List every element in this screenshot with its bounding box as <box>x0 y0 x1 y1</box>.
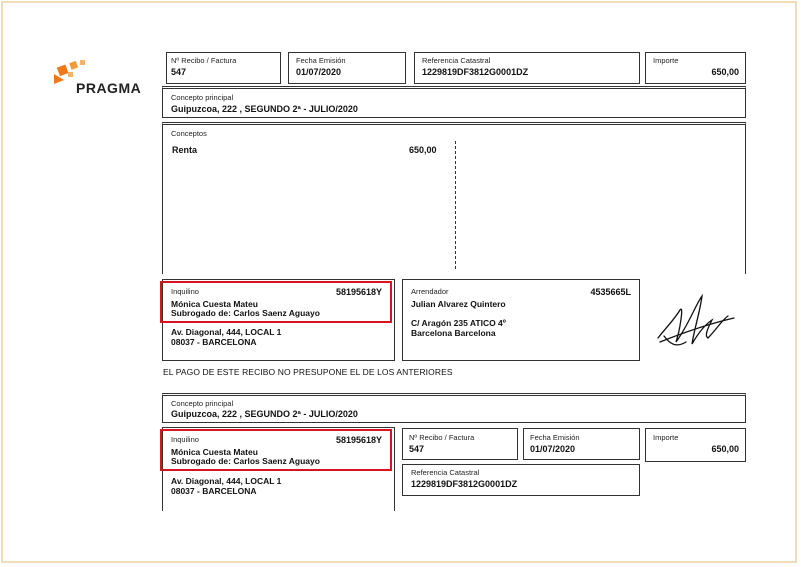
arrendador-nif: 4535665L <box>590 287 631 297</box>
concepto-principal-label-2: Concepto principal <box>171 399 234 408</box>
inquilino-highlight-2 <box>160 429 392 471</box>
inquilino-name-2: Mónica Cuesta Mateu <box>171 447 258 457</box>
inquilino-name: Mónica Cuesta Mateu <box>171 299 258 309</box>
pragma-logo <box>50 56 160 96</box>
inquilino-nif: 58195618Y <box>335 287 382 297</box>
inquilino-address2-2: 08037 - BARCELONA <box>171 486 257 496</box>
concepto-principal-box <box>162 86 746 118</box>
arrendador-address1: C/ Aragón 235 ATICO 4º <box>411 318 506 328</box>
fecha-label-2: Fecha Emisión <box>530 433 580 442</box>
inquilino-address1-2: Av. Diagonal, 444, LOCAL 1 <box>171 476 282 486</box>
concepto-principal-value: Guipuzcoa, 222 , SEGUNDO 2ª - JULIO/2020 <box>171 104 358 114</box>
arrendador-label: Arrendador <box>411 287 449 296</box>
referencia-box <box>414 52 640 84</box>
signature-icon <box>650 290 740 360</box>
inquilino-nif-2: 58195618Y <box>335 435 382 445</box>
fecha-box <box>288 52 406 84</box>
conceptos-label: Conceptos <box>171 129 207 138</box>
inquilino-subrogado-2: Subrogado de: Carlos Saenz Aguayo <box>171 456 320 466</box>
inquilino-address2: 08037 - BARCELONA <box>171 337 257 347</box>
arrendador-address2: Barcelona Barcelona <box>411 328 496 338</box>
inquilino-highlight <box>160 281 392 323</box>
fecha-value: 01/07/2020 <box>296 67 342 77</box>
payment-notice: EL PAGO DE ESTE RECIBO NO PRESUPONE EL DE LOS ANTERIORES <box>163 367 453 377</box>
conceptos-divider <box>455 141 456 269</box>
referencia-box-2 <box>402 464 640 496</box>
fecha-label: Fecha Emisión <box>296 56 346 65</box>
concepto-principal-box-2 <box>162 393 746 423</box>
importe-box <box>645 52 746 84</box>
importe-box-2 <box>645 428 746 462</box>
concepto-principal-label: Concepto principal <box>171 93 234 102</box>
concepto-item-name: Renta <box>172 145 198 155</box>
importe-label: Importe <box>653 56 679 65</box>
referencia-label-2: Referencia Catastral <box>411 468 480 477</box>
inquilino-subrogado: Subrogado de: Carlos Saenz Aguayo <box>171 308 320 318</box>
arrendador-box <box>402 279 640 361</box>
concepto-item-amount: 650,00 <box>409 145 437 155</box>
importe-label-2: Importe <box>653 433 679 442</box>
fecha-value-2: 01/07/2020 <box>530 444 576 454</box>
brand-name: PRAGMA <box>76 80 142 96</box>
fecha-box-2 <box>523 428 640 460</box>
recibo-box-2 <box>402 428 518 460</box>
recibo-label-2: Nº Recibo / Factura <box>409 433 475 442</box>
referencia-value: 1229819DF3812G0001DZ <box>422 67 529 77</box>
arrendador-name: Julian Alvarez Quintero <box>411 299 506 309</box>
referencia-value-2: 1229819DF3812G0001DZ <box>411 479 518 489</box>
recibo-value: 547 <box>171 67 187 77</box>
importe-value-2: 650,00 <box>711 444 739 454</box>
recibo-label: Nº Recibo / Factura <box>171 56 237 65</box>
referencia-label: Referencia Catastral <box>422 56 491 65</box>
inquilino-label-2: Inquilino <box>171 435 199 444</box>
concepto-principal-value-2: Guipuzcoa, 222 , SEGUNDO 2ª - JULIO/2020 <box>171 409 358 419</box>
importe-value: 650,00 <box>711 67 739 77</box>
inquilino-label: Inquilino <box>171 287 199 296</box>
inquilino-address1: Av. Diagonal, 444, LOCAL 1 <box>171 327 282 337</box>
recibo-value-2: 547 <box>409 444 425 454</box>
conceptos-box <box>162 122 746 274</box>
recibo-box <box>166 52 281 84</box>
